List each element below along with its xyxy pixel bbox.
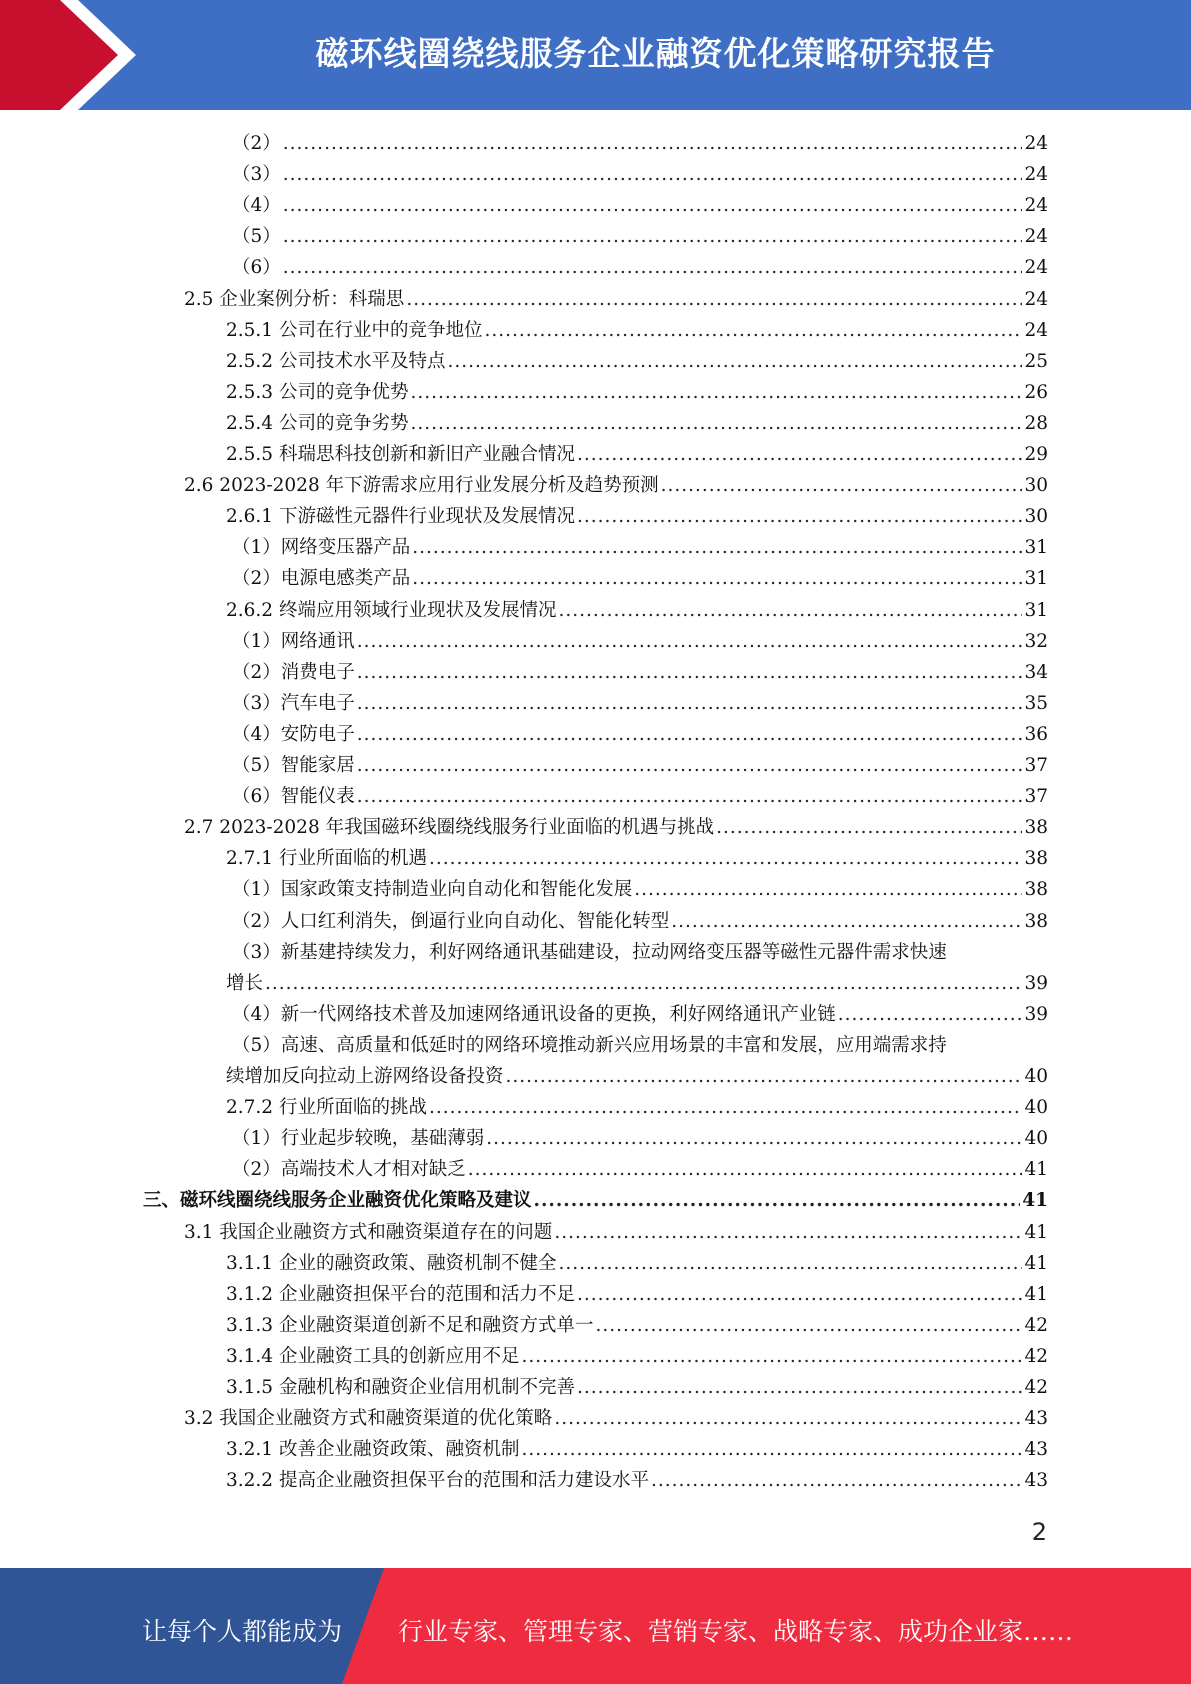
toc-entry-page: 24: [1024, 164, 1048, 186]
toc-entry[interactable]: [226, 1434, 1048, 1465]
toc-entry[interactable]: [232, 657, 1048, 688]
toc-entry[interactable]: [226, 439, 1048, 470]
toc-entry-page: 24: [1024, 133, 1048, 154]
toc-leader-dots: [577, 1372, 1022, 1403]
toc-entry-page: 25: [1024, 350, 1048, 372]
toc-entry-label: 2.6 2023-2028 年下游需求应用行业发展分析及趋势预测: [184, 475, 659, 497]
toc-entry-label: （1）国家政策支持制造业向自动化和智能化发展: [232, 879, 633, 901]
toc-entry-label: （5）智能家居: [232, 755, 355, 776]
toc-entry-label: 2.5 企业案例分析：科瑞思: [184, 288, 405, 310]
toc-entry-page: 36: [1024, 723, 1048, 745]
toc-entry-label: 3.1.5 金融机构和融资企业信用机制不完善: [226, 1377, 575, 1398]
toc-entry-page: 43: [1024, 1439, 1048, 1461]
toc-leader-dots: [429, 843, 1022, 874]
toc-leader-dots: [595, 1310, 1022, 1341]
toc-entry-page: 41: [1022, 1190, 1048, 1212]
toc-leader-dots: [357, 688, 1023, 719]
toc-entry[interactable]: [232, 874, 1048, 905]
toc-entry[interactable]: [232, 159, 1048, 190]
toc-entry[interactable]: [232, 781, 1048, 812]
toc-entry[interactable]: [226, 315, 1048, 346]
toc-entry-page: 42: [1024, 1345, 1048, 1367]
toc-leader-dots: [554, 1403, 1022, 1434]
toc-entry-page: 30: [1024, 506, 1048, 528]
toc-entry-page: 39: [1024, 972, 1048, 994]
toc-entry-label: （1）网络通讯: [232, 630, 355, 652]
toc-entry[interactable]: [226, 408, 1048, 439]
toc-entry[interactable]: [232, 1154, 1048, 1185]
toc-entry[interactable]: [226, 1310, 1048, 1341]
toc-entry-page: 37: [1024, 786, 1048, 808]
toc-entry-label: 2.5.3 公司的竞争优势: [226, 381, 409, 403]
toc-leader-dots: [577, 1279, 1022, 1310]
toc-entry-label: 2.5.5 科瑞思科技创新和新旧产业融合情况: [226, 444, 575, 465]
toc-leader-dots: [283, 221, 1023, 252]
toc-entry-page: 43: [1024, 1470, 1048, 1492]
toc-entry[interactable]: [226, 1061, 1048, 1092]
toc-entry-page: 24: [1024, 288, 1048, 310]
toc-entry-page: 24: [1024, 226, 1048, 248]
toc-entry-label: 3.2.1 改善企业融资政策、融资机制: [226, 1439, 520, 1461]
toc-leader-dots: [577, 439, 1022, 470]
toc-leader-dots: [283, 252, 1023, 283]
toc-leader-dots: [651, 1465, 1022, 1496]
toc-entry[interactable]: [226, 843, 1048, 874]
toc-leader-dots: [716, 812, 1022, 843]
toc-leader-dots: [357, 626, 1023, 657]
toc-entry-page: 40: [1024, 1128, 1048, 1150]
toc-leader-dots: [412, 532, 1022, 563]
toc-entry-page: 24: [1024, 257, 1048, 279]
toc-entry-label: 3.2.2 提高企业融资担保平台的范围和活力建设水平: [226, 1470, 649, 1492]
page-header: [0, 0, 1191, 110]
toc-entry-label: （4）新一代网络技术普及加速网络通讯设备的更换，利好网络通讯产业链: [232, 1003, 836, 1025]
toc-entry[interactable]: [184, 812, 1048, 843]
toc-entry-label: （3）新基建持续发力，利好网络通讯基础建设，拉动网络变压器等磁性元器件需求快速: [232, 941, 947, 963]
toc-entry[interactable]: [232, 128, 1048, 159]
toc-entry[interactable]: [232, 532, 1048, 563]
toc-leader-dots: [486, 1123, 1022, 1154]
toc-entry[interactable]: [184, 1217, 1048, 1248]
toc-entry-page: 31: [1024, 568, 1048, 590]
toc-leader-dots: [634, 874, 1022, 905]
toc-leader-dots: [506, 1061, 1023, 1092]
toc-entry[interactable]: [184, 284, 1048, 315]
toc-entry[interactable]: [226, 1248, 1048, 1279]
toc-entry[interactable]: [184, 470, 1048, 501]
toc-entry-page: 37: [1024, 755, 1048, 776]
toc-entry-label: （5）: [232, 226, 281, 248]
toc-entry-page: 29: [1024, 444, 1048, 465]
toc-entry-page: 38: [1024, 910, 1048, 932]
toc-entry-page: 40: [1024, 1097, 1048, 1119]
toc-entry-page: 38: [1024, 848, 1048, 870]
toc-entry-page: 41: [1024, 1159, 1048, 1181]
footer-slogan-left: 让每个人都能成为: [142, 1617, 343, 1646]
toc-entry-page: 38: [1024, 879, 1048, 901]
toc-leader-dots: [534, 1185, 1021, 1216]
toc-leader-dots: [283, 128, 1023, 159]
toc-leader-dots: [558, 1248, 1022, 1279]
toc-leader-dots: [671, 906, 1022, 937]
toc-leader-dots: [558, 595, 1022, 626]
toc-leader-dots: [661, 470, 1023, 501]
toc-entry-label: （2）消费电子: [232, 661, 355, 683]
toc-entry[interactable]: [232, 1123, 1048, 1154]
toc-entry-label: （5）高速、高质量和低延时的网络环境推动新兴应用场景的丰富和发展，应用端需求持: [232, 1034, 947, 1056]
toc-entry-page: 24: [1024, 195, 1048, 217]
toc-entry[interactable]: [226, 377, 1048, 408]
toc-entry-page: 24: [1024, 319, 1048, 341]
toc-entry-label: 2.6.1 下游磁性元器件行业现状及发展情况: [226, 506, 575, 528]
toc-entry[interactable]: [226, 1279, 1048, 1310]
toc-entry[interactable]: [143, 1185, 1048, 1216]
toc-entry[interactable]: [226, 1092, 1048, 1123]
toc-entry[interactable]: [226, 1341, 1048, 1372]
toc-entry-label: 2.7 2023-2028 年我国磁环线圈绕线服务行业面临的机遇与挑战: [184, 817, 715, 839]
toc-entry[interactable]: [232, 190, 1048, 221]
toc-entry-label: 3.1 我国企业融资方式和融资渠道存在的问题: [184, 1221, 553, 1243]
toc-entry[interactable]: [232, 563, 1048, 594]
toc-entry-label: （1）行业起步较晚，基础薄弱: [232, 1128, 485, 1150]
toc-leader-dots: [410, 408, 1022, 439]
toc-entry-label: （4）安防电子: [232, 723, 355, 745]
toc-entry-label: 3.1.3 企业融资渠道创新不足和融资方式单一: [226, 1314, 594, 1336]
toc-entry[interactable]: [226, 968, 1048, 999]
toc-leader-dots: [283, 159, 1023, 190]
toc-entry-page: 42: [1024, 1314, 1048, 1336]
toc-entry-label: 2.5.2 公司技术水平及特点: [226, 350, 446, 372]
toc-entry-page: 41: [1024, 1221, 1048, 1243]
toc-entry[interactable]: [226, 501, 1048, 532]
toc-entry[interactable]: [184, 1403, 1048, 1434]
toc-entry-page: 31: [1024, 537, 1048, 559]
toc-entry-page: 43: [1024, 1408, 1048, 1430]
footer-slogan-right: 行业专家、管理专家、营销专家、战略专家、成功企业家……: [398, 1617, 1074, 1646]
toc-entry-label: 3.1.2 企业融资担保平台的范围和活力不足: [226, 1283, 575, 1305]
toc-entry-page: 39: [1024, 1003, 1048, 1025]
toc-entry-label: （2）: [232, 133, 281, 154]
toc-entry[interactable]: [226, 595, 1048, 626]
toc-leader-dots: [554, 1217, 1022, 1248]
toc-entry-page: 41: [1024, 1283, 1048, 1305]
toc-entry[interactable]: [232, 906, 1048, 937]
toc-leader-dots: [357, 657, 1023, 688]
toc-entry-label: 3.1.4 企业融资工具的创新应用不足: [226, 1345, 520, 1367]
toc-leader-dots: [283, 190, 1023, 221]
toc-leader-dots: [357, 719, 1023, 750]
toc-entry[interactable]: [232, 688, 1048, 719]
toc-entry-label: 3.2 我国企业融资方式和融资渠道的优化策略: [184, 1408, 553, 1430]
toc-leader-dots: [410, 377, 1022, 408]
toc-entry-label: 2.7.2 行业所面临的挑战: [226, 1097, 427, 1119]
toc-entry-page: 35: [1024, 692, 1048, 714]
toc-entry-page: 26: [1024, 381, 1048, 403]
toc-entry[interactable]: [232, 252, 1048, 283]
toc-leader-dots: [468, 1154, 1023, 1185]
toc-entry-label: 增长: [226, 972, 264, 994]
toc-leader-dots: [357, 781, 1023, 812]
toc-entry-label: 三、磁环线圈绕线服务企业融资优化策略及建议: [143, 1190, 532, 1212]
toc-entry-label: （4）: [232, 195, 281, 217]
toc-entry-page: 34: [1024, 661, 1048, 683]
header-arrow-decoration: [0, 0, 170, 110]
toc-entry-page: 28: [1024, 412, 1048, 434]
toc-leader-dots: [521, 1341, 1022, 1372]
toc-entry-label: 续增加反向拉动上游网络设备投资: [226, 1066, 504, 1087]
page-number: 2: [1031, 1518, 1047, 1546]
toc-leader-dots: [429, 1092, 1022, 1123]
toc-leader-dots: [357, 750, 1023, 781]
toc-entry-label: （3）汽车电子: [232, 692, 355, 714]
toc-entry-label: 2.7.1 行业所面临的机遇: [226, 848, 427, 870]
toc-entry-page: 31: [1024, 599, 1048, 621]
toc-entry-page: 41: [1024, 1252, 1048, 1274]
toc-leader-dots: [484, 315, 1022, 346]
toc-leader-dots: [265, 968, 1022, 999]
toc-entry-label: 2.5.1 公司在行业中的竞争地位: [226, 319, 483, 341]
toc-entry-label: 3.1.1 企业的融资政策、融资机制不健全: [226, 1252, 557, 1274]
toc-leader-dots: [412, 563, 1022, 594]
toc-entry-label: （2）人口红利消失，倒逼行业向自动化、智能化转型: [232, 910, 670, 932]
toc-entry[interactable]: [232, 626, 1048, 657]
toc-entry-label: 2.5.4 公司的竞争劣势: [226, 412, 409, 434]
toc-leader-dots: [838, 999, 1023, 1030]
page-footer: [0, 1568, 1191, 1684]
toc-entry[interactable]: [226, 346, 1048, 377]
toc-entry[interactable]: [232, 999, 1048, 1030]
toc-entry-label: （6）: [232, 257, 281, 279]
toc-entry-page: 30: [1024, 475, 1048, 497]
toc-entry[interactable]: [232, 750, 1048, 781]
toc-entry-label: （2）高端技术人才相对缺乏: [232, 1159, 466, 1181]
toc-entry-label: 2.6.2 终端应用领域行业现状及发展情况: [226, 599, 557, 621]
toc-entry[interactable]: [226, 1465, 1048, 1496]
toc-entry-page: 32: [1024, 630, 1048, 652]
toc-leader-dots: [577, 501, 1022, 532]
toc-entry[interactable]: [226, 1372, 1048, 1403]
toc-leader-dots: [406, 284, 1022, 315]
toc-entry[interactable]: [232, 221, 1048, 252]
toc-entry-label: （3）: [232, 164, 281, 186]
toc-entry-label: （2）电源电感类产品: [232, 568, 411, 590]
toc-leader-dots: [521, 1434, 1022, 1465]
toc-entry-page: 38: [1024, 817, 1048, 839]
toc-entry-label: （6）智能仪表: [232, 786, 355, 808]
toc-entry[interactable]: [232, 937, 1048, 968]
toc-leader-dots: [447, 346, 1022, 377]
report-title: 磁环线圈绕线服务企业融资优化策略研究报告: [315, 34, 996, 73]
toc-entry-page: 42: [1024, 1377, 1048, 1398]
toc-entry-label: （1）网络变压器产品: [232, 537, 411, 559]
toc-entry-page: 40: [1024, 1066, 1048, 1087]
toc-entry[interactable]: [232, 1030, 1048, 1061]
toc-entry[interactable]: [232, 719, 1048, 750]
